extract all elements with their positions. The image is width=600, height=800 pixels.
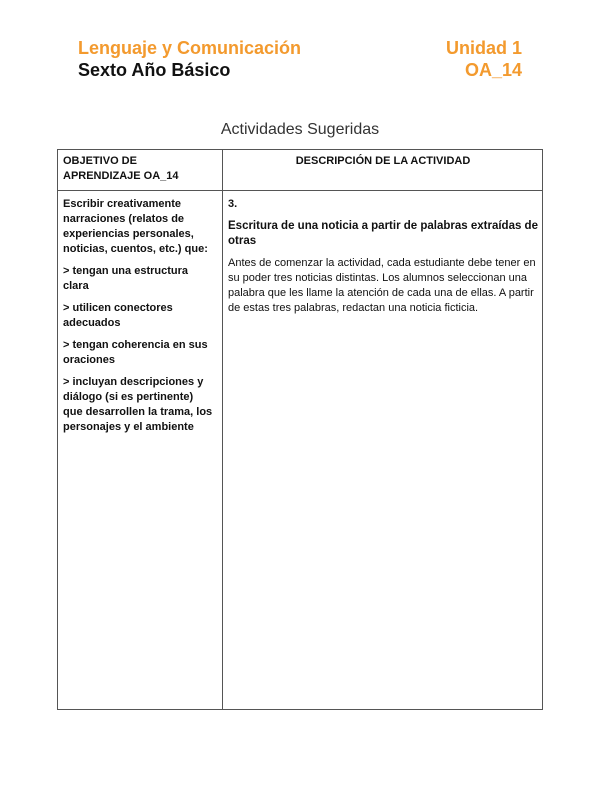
objective-point: > tengan una estructura clara [63, 265, 189, 292]
unit-label: Unidad 1 [445, 38, 522, 58]
header-divider [58, 190, 542, 191]
activity-description: Antes de comenzar la actividad, cada estudiante debe tener en su poder tres noticias distintas. Los alumnos seleccionan una palabra que les llame la atención de cada una de ellas. A partir de estas tres palabras, redactan una noticia ficticia. [228, 257, 536, 314]
description-column-header: DESCRIPCIÓN DE LA ACTIVIDAD [295, 155, 471, 167]
column-divider [222, 150, 223, 709]
activities-table [57, 149, 543, 710]
subject-title: Lenguaje y Comunicación [78, 38, 302, 58]
grade-level: Sexto Año Básico [78, 60, 231, 80]
objective-point: > incluyan descripciones y diálogo (si es pertinente) que desarrollen la trama, los personajes y el ambiente [63, 376, 213, 433]
document-header-right [446, 37, 522, 81]
oa-code: OA_14 [464, 60, 522, 80]
activity-cell [228, 197, 538, 316]
section-title: Actividades Sugeridas [220, 121, 380, 138]
activity-number: 3. [228, 198, 238, 210]
objective-column-header: OBJETIVO DE APRENDIZAJE OA_14 [63, 155, 179, 182]
objective-intro: Escribir creativamente narraciones (relatos de experiencias personales, noticias, cuentos, etc.) que: [63, 198, 208, 255]
objective-cell [63, 197, 215, 442]
document-header-left [78, 37, 301, 81]
objective-point: > utilicen conectores adecuados [63, 302, 173, 329]
activity-title: Escritura de una noticia a partir de palabras extraídas de otras [228, 220, 538, 247]
objective-point: > tengan coherencia en sus oraciones [63, 339, 208, 366]
